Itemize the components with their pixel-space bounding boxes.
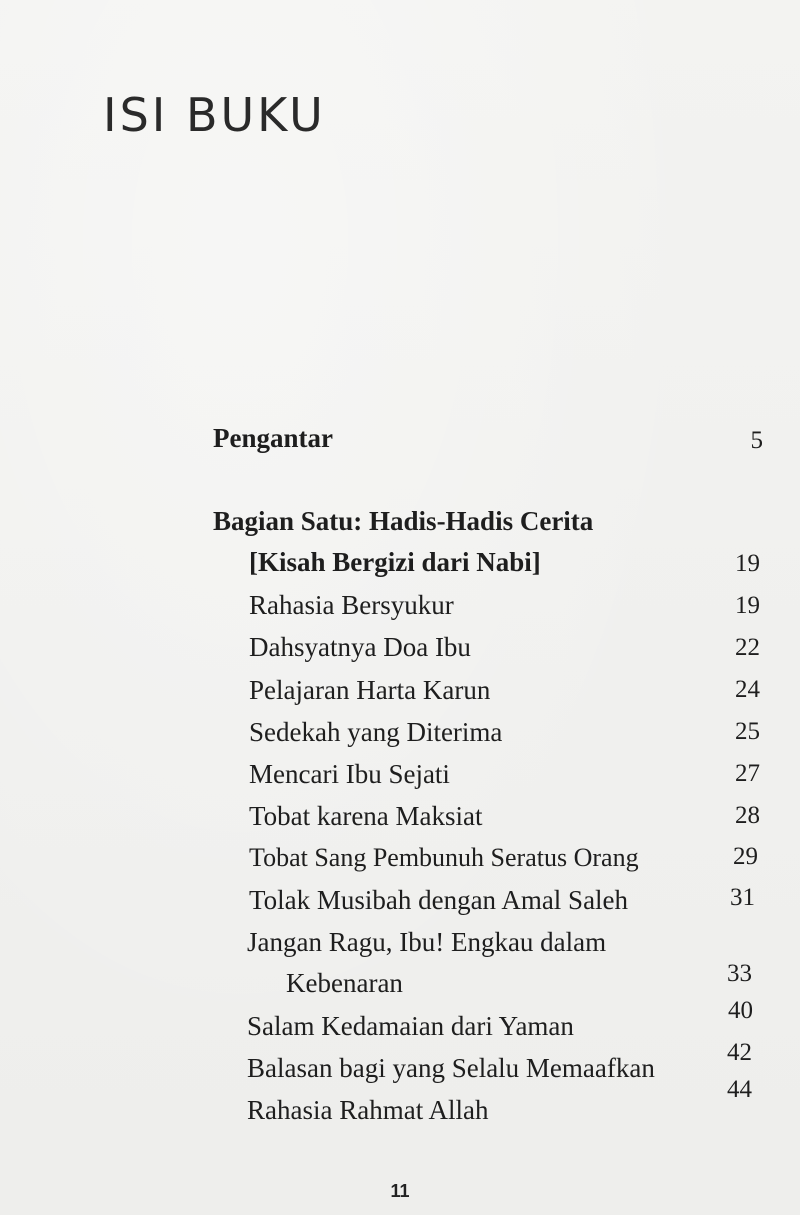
toc-page: 24 bbox=[735, 676, 760, 703]
toc-entry: Rahasia Bersyukur bbox=[249, 590, 454, 620]
toc-entry: Tobat Sang Pembunuh Seratus Orang bbox=[249, 843, 639, 872]
toc-entry: Rahasia Rahmat Allah bbox=[247, 1095, 489, 1125]
toc-page: 31 bbox=[730, 884, 755, 911]
toc-entry: Sedekah yang Diterima bbox=[249, 717, 503, 747]
toc-entry: Tolak Musibah dengan Amal Saleh bbox=[249, 885, 629, 915]
toc-entry: Mencari Ibu Sejati bbox=[249, 759, 450, 789]
toc-page: 25 bbox=[735, 718, 760, 745]
toc-entry-continuation: Kebenaran bbox=[286, 968, 403, 998]
toc-page-foreword: 5 bbox=[750, 427, 763, 454]
toc-page: 33 bbox=[727, 960, 752, 987]
toc-page: 29 bbox=[733, 843, 758, 870]
page-title: ISI BUKU bbox=[103, 88, 326, 142]
toc-entry: Dahsyatnya Doa Ibu bbox=[249, 632, 471, 662]
toc-page: 19 bbox=[735, 592, 760, 619]
toc-page: 27 bbox=[735, 760, 760, 787]
toc-part-title: Bagian Satu: Hadis-Hadis Cerita bbox=[213, 506, 594, 536]
toc-entry: Balasan bagi yang Selalu Memaafkan bbox=[247, 1053, 655, 1083]
page-number: 11 bbox=[390, 1181, 410, 1201]
toc-page-part-subtitle: 19 bbox=[735, 550, 760, 577]
toc-page: 22 bbox=[735, 634, 760, 661]
toc-entry-foreword: Pengantar bbox=[213, 423, 333, 453]
toc-entry: Salam Kedamaian dari Yaman bbox=[247, 1011, 574, 1041]
toc-part-subtitle: [Kisah Bergizi dari Nabi] bbox=[249, 547, 541, 577]
toc-page: 28 bbox=[735, 802, 760, 829]
toc-entry: Jangan Ragu, Ibu! Engkau dalam bbox=[247, 927, 607, 957]
toc-entry: Pelajaran Harta Karun bbox=[249, 675, 491, 705]
toc-page: 40 bbox=[728, 997, 753, 1024]
toc-page: 44 bbox=[727, 1076, 752, 1103]
toc-entry: Tobat karena Maksiat bbox=[249, 801, 483, 831]
toc-page: 42 bbox=[727, 1039, 752, 1066]
